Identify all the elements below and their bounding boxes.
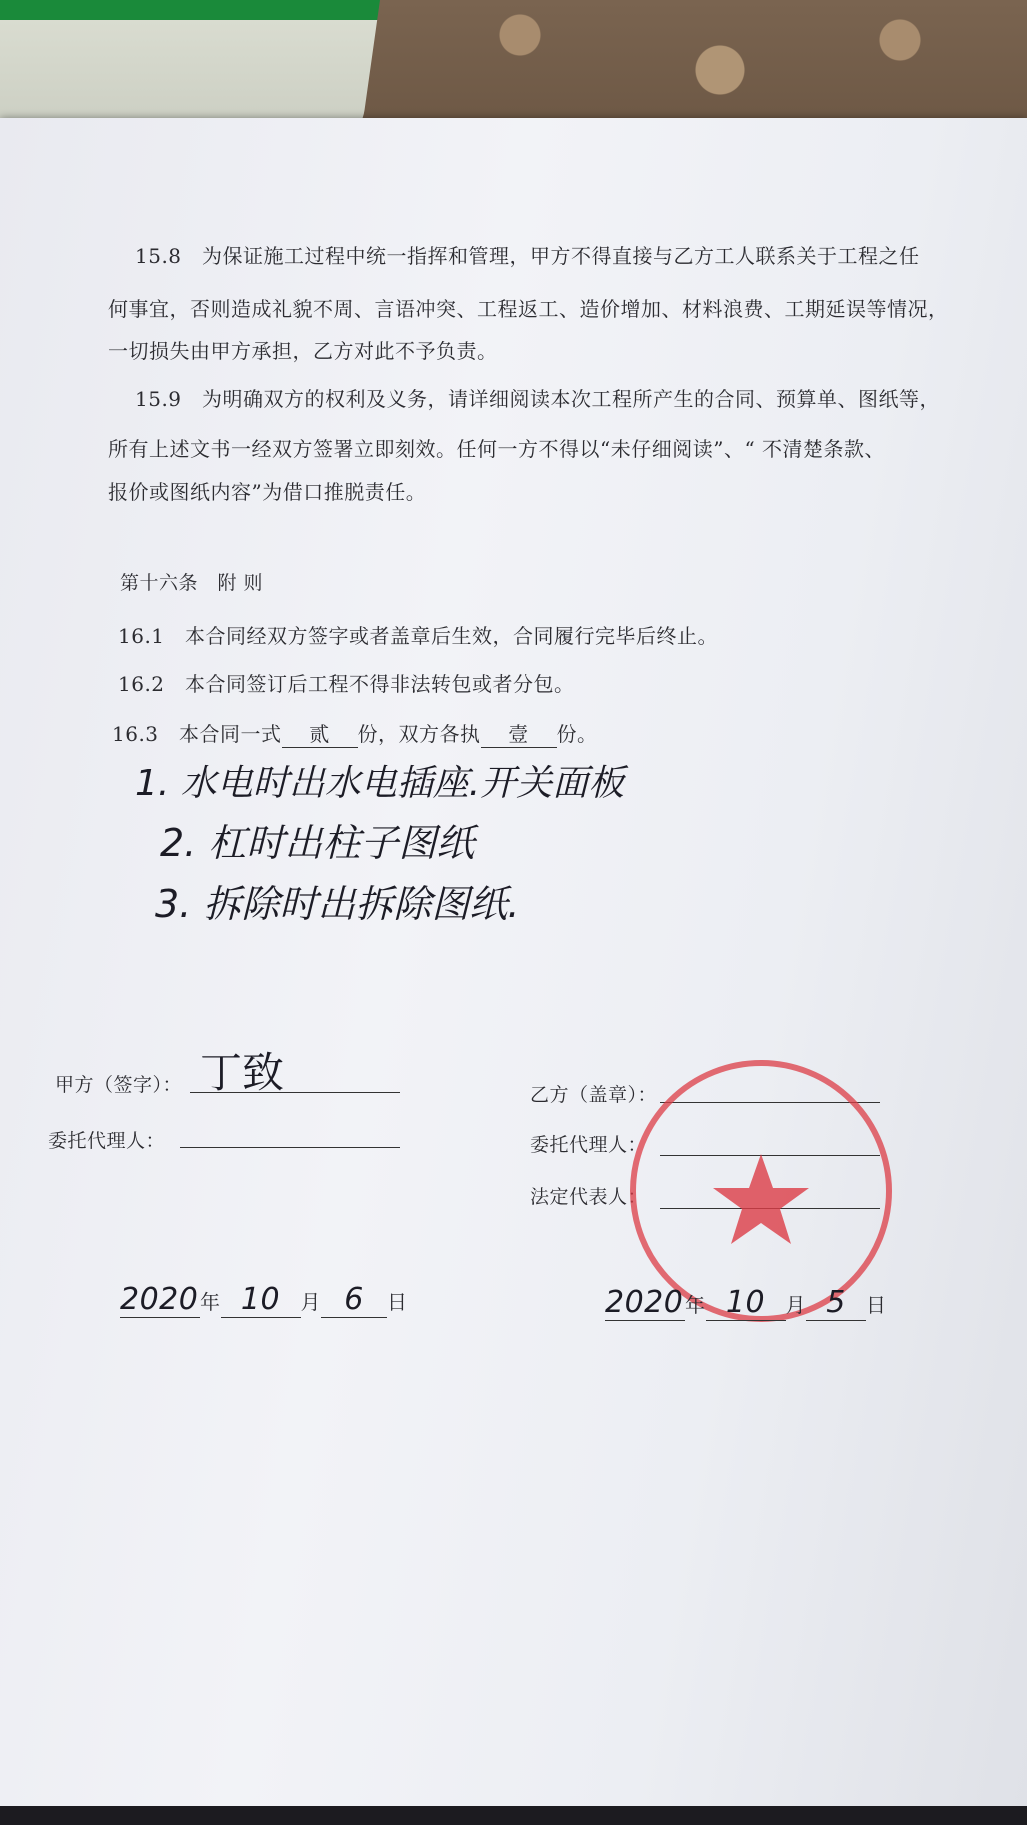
legal-rep-label: 法定代表人：	[530, 1186, 648, 1208]
bottom-edge	[0, 1806, 1027, 1825]
date-a-day: 6	[321, 1282, 387, 1318]
clause-15-9-line2: 所有上述文书一经双方签署立即刻效。任何一方不得以“未仔细阅读”、“ 不清楚条款、	[108, 437, 886, 461]
seal-star-icon	[636, 1066, 886, 1316]
party-a-label: 甲方（签字）：	[55, 1074, 183, 1096]
contract-page	[0, 118, 1027, 1808]
copies-value: 贰	[282, 718, 358, 748]
clause-16-3-suffix: 份。	[556, 722, 598, 746]
date-b-day-char: 日	[866, 1293, 887, 1317]
party-a-signature: 丁致	[200, 1048, 285, 1097]
clause-15-8-line3: 一切损失由甲方承担，乙方对此不予负责。	[108, 339, 498, 363]
clause-15-9-line3: 报价或图纸内容”为借口推脱责任。	[108, 480, 427, 504]
party-b-label: 乙方（盖章）：	[530, 1084, 658, 1106]
date-b-day: 5	[806, 1285, 866, 1321]
clause-15-8-line2: 何事宜，否则造成礼貌不周、言语冲突、工程返工、造价增加、材料浪费、工期延误等情况，	[108, 297, 949, 321]
clause-16-3-middle: 份，双方各执	[357, 722, 481, 746]
date-a-month-char: 月	[300, 1290, 321, 1314]
handwritten-note-1: 1. 水电时出水电插座.开关面板	[135, 763, 625, 804]
date-a-year: 2020	[120, 1282, 199, 1317]
article-16-title: 第十六条 附 则	[120, 572, 264, 594]
date-b-year-char: 年	[685, 1293, 706, 1317]
party-a-agent-line	[180, 1147, 400, 1148]
clause-16-3-prefix: 16.3 本合同一式	[112, 722, 282, 746]
date-a-day-char: 日	[387, 1290, 408, 1314]
handwritten-note-3: 3. 拆除时出拆除图纸.	[155, 882, 520, 926]
date-a	[120, 1282, 408, 1318]
each-copies-value: 壹	[481, 718, 557, 748]
date-b-month-char: 月	[785, 1293, 806, 1317]
clause-15-8-line1: 15.8 为保证施工过程中统一指挥和管理，甲方不得直接与乙方工人联系关于工程之任	[135, 244, 920, 268]
date-b-year: 2020	[605, 1285, 684, 1320]
handwritten-note-2: 2. 杠时出柱子图纸	[160, 821, 475, 865]
clause-16-2: 16.2 本合同签订后工程不得非法转包或者分包。	[118, 672, 575, 696]
clause-16-1: 16.1 本合同经双方签字或者盖章后生效，合同履行完毕后终止。	[118, 624, 719, 648]
party-a-agent-label: 委托代理人：	[48, 1130, 166, 1152]
clause-15-9-line1: 15.9 为明确双方的权利及义务，请详细阅读本次工程所产生的合同、预算单、图纸等，	[135, 387, 941, 411]
date-a-year-char: 年	[200, 1290, 221, 1314]
date-a-month: 10	[221, 1282, 301, 1318]
date-b-month: 10	[706, 1285, 786, 1321]
clause-16-3	[112, 718, 598, 748]
company-seal	[630, 1060, 892, 1322]
party-b-agent-label: 委托代理人：	[530, 1134, 648, 1156]
date-b	[605, 1285, 887, 1321]
